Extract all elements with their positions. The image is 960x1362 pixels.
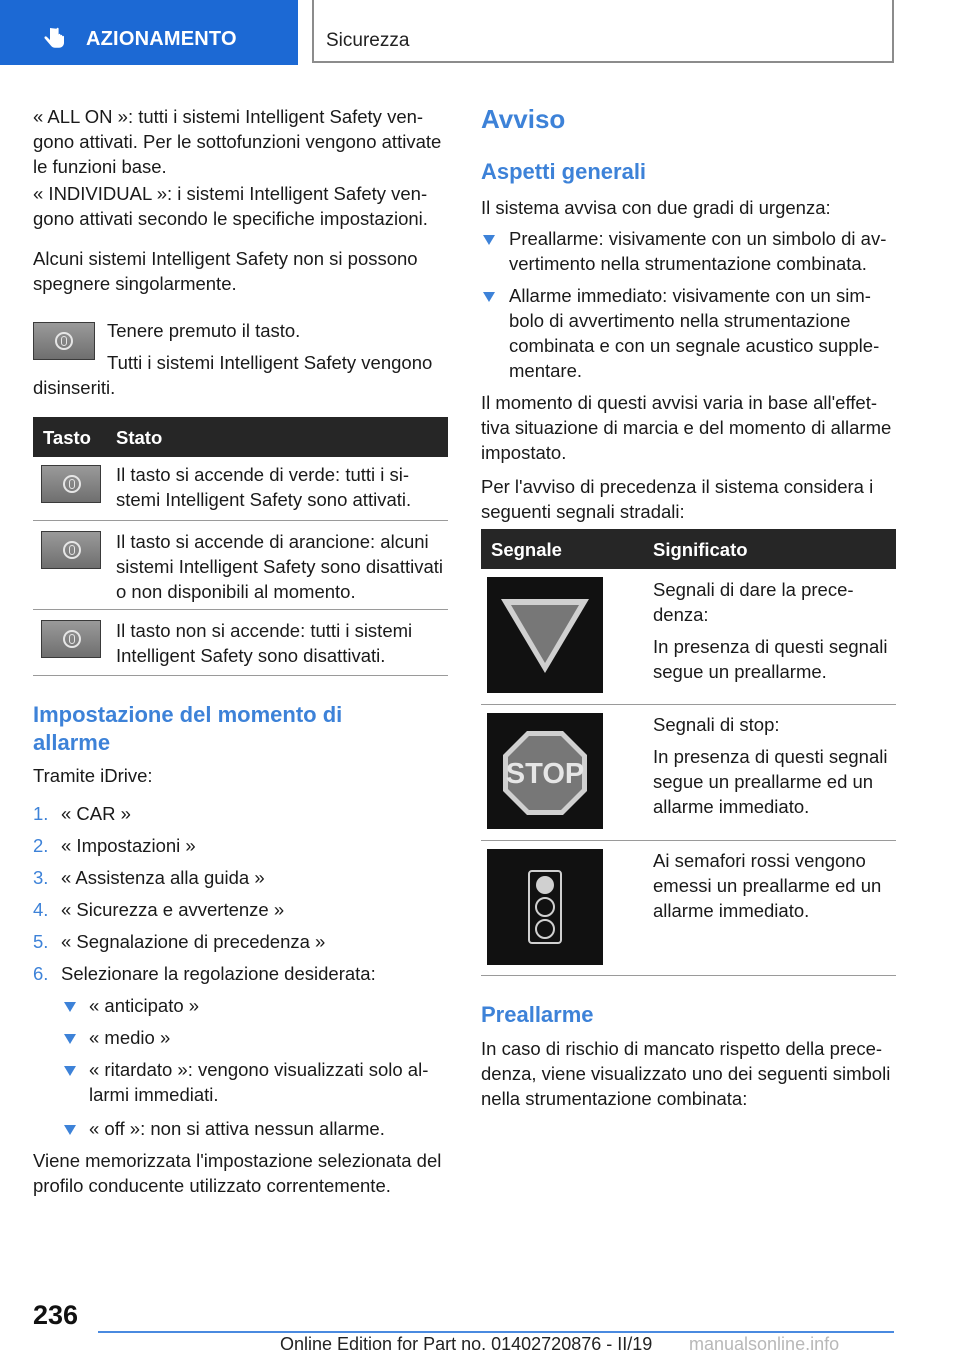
watermark: manualsonline.info	[689, 1334, 840, 1354]
paragraph-individual: « INDIVIDUAL »: i sistemi Intelligent Safety vengono attivati secondo le specifiche impostazioni.	[33, 183, 428, 229]
status-row-orange: Il tasto si accende di arancione: alcuni sistemi Intelligent Safety sono disattivati o non disponibili al momento.	[116, 531, 443, 602]
status-table-header	[33, 417, 448, 457]
step-number: 1.	[33, 803, 49, 824]
yield-sign-image	[487, 577, 603, 693]
stop-sign-icon	[487, 713, 603, 829]
bullet-arrow-icon	[64, 1002, 76, 1012]
heading-general: Aspetti generali	[481, 159, 647, 184]
stop-text-1: Segnali di stop:	[653, 714, 780, 735]
step-text: « CAR »	[61, 803, 131, 824]
option-item: « ritardato »: vengono visualizzati solo allarmi immediati.	[89, 1059, 429, 1105]
yield-sign-icon	[487, 577, 603, 693]
option-item: « off »: non si attiva nessun allarme.	[89, 1118, 385, 1139]
header-status: Stato	[116, 427, 163, 448]
status-row-green: Il tasto si accende di verde: tutti i sistemi Intelligent Safety sono attivati.	[116, 464, 412, 510]
step-number: 5.	[33, 931, 49, 952]
traffic-light-image	[487, 849, 603, 965]
bullet-arrow-icon	[483, 292, 495, 302]
closing-paragraph: Viene memorizzata l'impostazione selezionata del profilo conducente utilizzato correntemente.	[33, 1150, 442, 1196]
option-item: « anticipato »	[89, 995, 200, 1016]
row-divider	[33, 520, 448, 521]
header-signal: Segnale	[491, 539, 562, 560]
header-meaning: Significato	[653, 539, 748, 560]
hand-icon	[42, 26, 66, 52]
bullet-prewarning: Preallarme: visivamente con un simbolo di avvertimento nella strumentazione combinata.	[509, 228, 887, 274]
header-key: Tasto	[43, 427, 91, 448]
safety-button-icon	[33, 322, 95, 360]
step-text: « Assistenza alla guida »	[61, 867, 265, 888]
section-tab	[0, 0, 298, 65]
bullet-arrow-icon	[483, 235, 495, 245]
chapter-tab	[312, 0, 894, 63]
stop-sign-image	[487, 713, 603, 829]
signal-table-header	[481, 529, 896, 569]
bullet-arrow-icon	[64, 1125, 76, 1135]
step-number: 6.	[33, 963, 49, 984]
paragraph-some-systems: Alcuni sistemi Intelligent Safety non si possono spegnere singolarmente.	[33, 248, 418, 294]
step-number: 2.	[33, 835, 49, 856]
step-text: « Segnalazione di precedenza »	[61, 931, 326, 952]
footer-edition: Online Edition for Part no. 01402720876 - II/19	[280, 1334, 653, 1354]
prewarning-text: In caso di rischio di mancato rispetto della precedenza, viene visualizzato uno dei seguenti simboli nella strumentazione combinata:	[481, 1038, 891, 1109]
title-warning: Avviso	[481, 104, 566, 134]
step-number: 4.	[33, 899, 49, 920]
row-divider	[481, 840, 896, 841]
step-text: Selezionare la regolazione desiderata:	[61, 963, 376, 984]
button-orange-icon	[41, 531, 101, 569]
button-green-icon	[41, 465, 101, 503]
traffic-light-icon	[487, 849, 603, 965]
footer-divider	[98, 1331, 894, 1333]
chapter-title: Sicurezza	[326, 30, 410, 51]
urgency-intro: Il sistema avvisa con due gradi di urgenza:	[481, 197, 831, 218]
step-text: « Impostazioni »	[61, 835, 196, 856]
bullet-arrow-icon	[64, 1034, 76, 1044]
row-divider	[481, 704, 896, 705]
traffic-light-text: Ai semafori rossi vengono emessi un preallarme ed un allarme immediato.	[653, 850, 882, 921]
stop-text-2: In presenza di questi segnali segue un preallarme ed un allarme immediato.	[653, 746, 888, 817]
section-title: AZIONAMENTO	[86, 28, 237, 50]
status-row-off: Il tasto non si accende: tutti i sistemi Intelligent Safety sono disattivati.	[116, 620, 413, 666]
row-divider	[33, 675, 448, 676]
bullet-immediate-warning: Allarme immediato: visivamente con un simbolo di avvertimento nella strumentazione combinata e con un segnale acustico supplementare.	[509, 285, 880, 381]
press-result-line2: disinseriti.	[33, 377, 116, 398]
stop-sign-label: STOP	[505, 758, 585, 790]
idrive-intro: Tramite iDrive:	[33, 765, 153, 786]
step-number: 3.	[33, 867, 49, 888]
paragraph-all-on: « ALL ON »: tutti i sistemi Intelligent Safety vengono attivati. Per le sottofunzioni vengono attivate le funzioni base.	[33, 106, 442, 177]
option-item: « medio »	[89, 1027, 171, 1048]
paragraph-signals: Per l'avviso di precedenza il sistema considera i seguenti segnali stradali:	[481, 476, 874, 522]
row-divider	[481, 975, 896, 976]
heading-prewarning: Preallarme	[481, 1002, 594, 1027]
paragraph-timing: Il momento di questi avvisi varia in base all'effettiva situazione di marcia e del momento di allarme impostato.	[481, 392, 892, 463]
heading-warning-timing: Impostazione del momento di allarme	[33, 702, 343, 755]
button-off-icon	[41, 620, 101, 658]
press-result-line1: Tutti i sistemi Intelligent Safety vengono	[107, 352, 433, 373]
step-text: « Sicurezza e avvertenze »	[61, 899, 285, 920]
yield-text-2: In presenza di questi segnali segue un preallarme.	[653, 636, 888, 682]
row-divider	[33, 609, 448, 610]
bullet-arrow-icon	[64, 1066, 76, 1076]
page-number: 236	[33, 1300, 79, 1330]
yield-text-1: Segnali di dare la precedenza:	[653, 579, 854, 625]
press-instruction: Tenere premuto il tasto.	[107, 320, 301, 341]
